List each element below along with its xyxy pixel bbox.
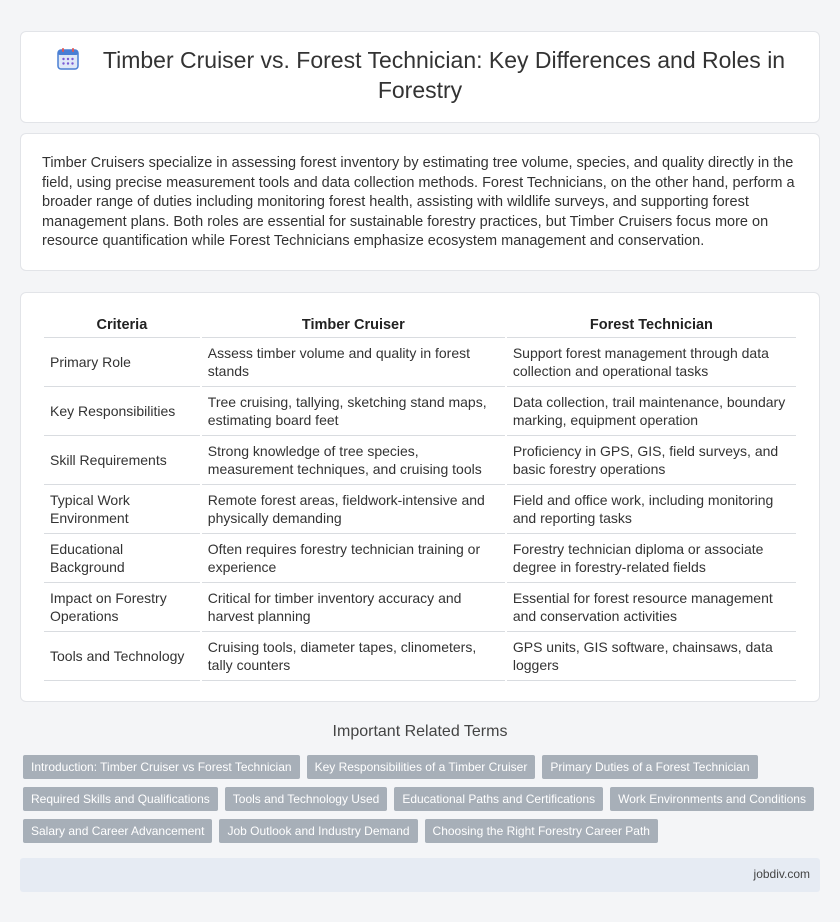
forest-technician-cell: Support forest management through data collection and operational tasks bbox=[507, 338, 796, 387]
tag-row bbox=[23, 819, 823, 843]
timber-cruiser-cell: Strong knowledge of tree species, measurement techniques, and cruising tools bbox=[202, 436, 505, 485]
criteria-cell: Primary Role bbox=[44, 338, 200, 387]
intro-card bbox=[20, 133, 820, 271]
related-term-tag[interactable]: Salary and Career Advancement bbox=[23, 819, 212, 843]
criteria-cell: Educational Background bbox=[44, 534, 200, 583]
criteria-cell: Tools and Technology bbox=[44, 632, 200, 681]
page-title-text: Timber Cruiser vs. Forest Technician: Key Differences and Roles in Forestry bbox=[102, 47, 786, 103]
timber-cruiser-cell: Critical for timber inventory accuracy and harvest planning bbox=[202, 583, 505, 632]
related-term-tag[interactable]: Tools and Technology Used bbox=[225, 787, 388, 811]
timber-cruiser-cell: Remote forest areas, fieldwork-intensive and physically demanding bbox=[202, 485, 505, 534]
timber-cruiser-cell: Tree cruising, tallying, sketching stand maps, estimating board feet bbox=[202, 387, 505, 436]
page-title bbox=[41, 45, 799, 105]
criteria-cell: Impact on Forestry Operations bbox=[44, 583, 200, 632]
forest-technician-cell: Field and office work, including monitoring and reporting tasks bbox=[507, 485, 796, 534]
timber-cruiser-cell: Cruising tools, diameter tapes, clinometers, tally counters bbox=[202, 632, 505, 681]
forest-technician-cell: Forestry technician diploma or associate degree in forestry-related fields bbox=[507, 534, 796, 583]
criteria-cell: Typical Work Environment bbox=[44, 485, 200, 534]
related-term-tag[interactable]: Work Environments and Conditions bbox=[610, 787, 814, 811]
criteria-cell: Key Responsibilities bbox=[44, 387, 200, 436]
timber-cruiser-cell: Often requires forestry technician training or experience bbox=[202, 534, 505, 583]
related-term-tag[interactable]: Job Outlook and Industry Demand bbox=[219, 819, 417, 843]
related-term-tag[interactable]: Primary Duties of a Forest Technician bbox=[542, 755, 757, 779]
table-row bbox=[44, 632, 796, 681]
header-timber-cruiser: Timber Cruiser bbox=[202, 313, 505, 338]
related-term-tag[interactable]: Required Skills and Qualifications bbox=[23, 787, 218, 811]
tag-row bbox=[23, 755, 823, 779]
header-card bbox=[20, 31, 820, 123]
criteria-cell: Skill Requirements bbox=[44, 436, 200, 485]
related-term-tag[interactable]: Key Responsibilities of a Timber Cruiser bbox=[307, 755, 536, 779]
related-term-tag[interactable]: Choosing the Right Forestry Career Path bbox=[425, 819, 658, 843]
intro-paragraph: Timber Cruisers specialize in assessing forest inventory by estimating tree volume, species, and quality directly in the field, using precise measurement tools and data collection methods. Forest Technicians, on the other hand, perform a broader range of duties including monitoring forest health, assisting with wildlife surveys, and supporting forest management plans. Both roles are essential for sustainable forestry practices, but Timber Cruisers focus more on resource quantification while Forest Technicians emphasize ecosystem management and conservation. bbox=[42, 155, 795, 250]
comparison-card bbox=[20, 292, 820, 702]
related-terms-tags bbox=[23, 755, 823, 851]
related-term-tag[interactable]: Introduction: Timber Cruiser vs Forest Technician bbox=[23, 755, 300, 779]
table-header-row bbox=[44, 313, 796, 338]
related-term-tag[interactable]: Educational Paths and Certifications bbox=[394, 787, 603, 811]
forest-technician-cell: Proficiency in GPS, GIS, field surveys, and basic forestry operations bbox=[507, 436, 796, 485]
table-row bbox=[44, 338, 796, 387]
table-row bbox=[44, 436, 796, 485]
related-terms-title: Important Related Terms bbox=[332, 723, 508, 740]
header-criteria: Criteria bbox=[44, 313, 200, 338]
forest-technician-cell: GPS units, GIS software, chainsaws, data loggers bbox=[507, 632, 796, 681]
table-row bbox=[44, 534, 796, 583]
footer-bar bbox=[20, 858, 820, 892]
forest-technician-cell: Data collection, trail maintenance, boundary marking, equipment operation bbox=[507, 387, 796, 436]
tag-row bbox=[23, 787, 823, 811]
header-forest-technician: Forest Technician bbox=[507, 313, 796, 338]
table-row bbox=[44, 485, 796, 534]
timber-cruiser-cell: Assess timber volume and quality in forest stands bbox=[202, 338, 505, 387]
forest-technician-cell: Essential for forest resource management and conservation activities bbox=[507, 583, 796, 632]
footer-site-link[interactable]: jobdiv.com bbox=[753, 867, 810, 881]
table-row bbox=[44, 583, 796, 632]
comparison-table bbox=[42, 313, 798, 681]
calendar-icon bbox=[55, 46, 81, 72]
table-row bbox=[44, 387, 796, 436]
